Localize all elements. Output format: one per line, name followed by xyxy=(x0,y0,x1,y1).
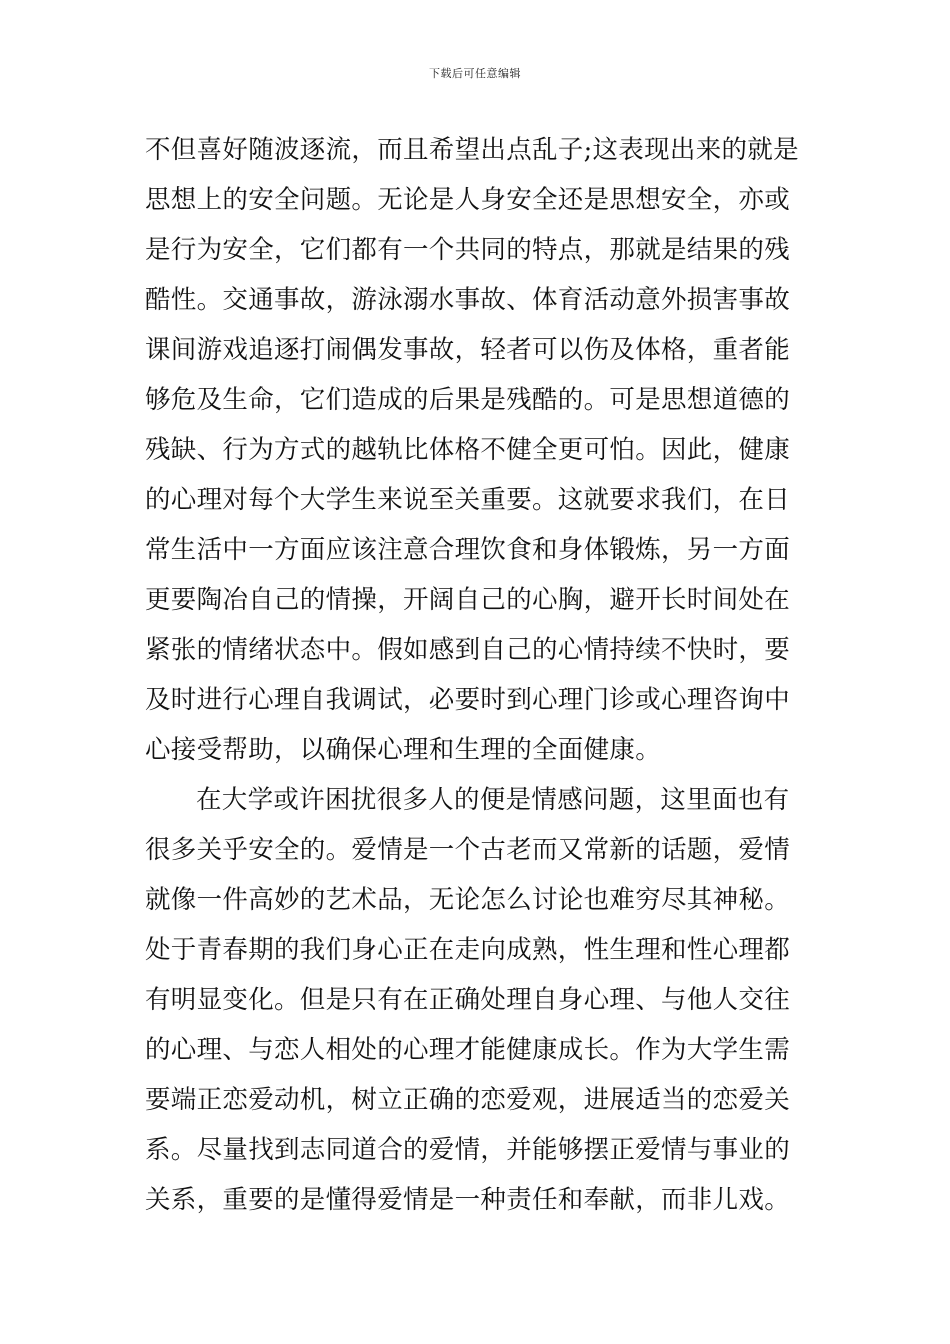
text-line-indented: 在大学或许困扰很多人的便是情感问题，这里面也有 xyxy=(196,785,790,815)
text-line: 常生活中一方面应该注意合理饮食和身体锻炼，另一方面 xyxy=(145,535,791,565)
text-line: 有明显变化。但是只有在正确处理自身心理、与他人交往 xyxy=(145,985,791,1015)
text-line: 很多关乎安全的。爱情是一个古老而又常新的话题，爱情 xyxy=(145,835,791,865)
text-line: 酷性。交通事故，游泳溺水事故、体育活动意外损害事故 xyxy=(145,285,791,315)
text-line: 系。尽量找到志同道合的爱情，并能够摆正爱情与事业的 xyxy=(145,1135,791,1165)
text-line: 心接受帮助，以确保心理和生理的全面健康。 xyxy=(145,735,662,765)
text-line: 够危及生命，它们造成的后果是残酷的。可是思想道德的 xyxy=(145,385,791,415)
text-line: 的心理对每个大学生来说至关重要。这就要求我们，在日 xyxy=(145,485,791,515)
text-line: 要端正恋爱动机，树立正确的恋爱观，进展适当的恋爱关 xyxy=(145,1085,791,1115)
text-line: 的心理、与恋人相处的心理才能健康成长。作为大学生需 xyxy=(145,1035,791,1065)
paragraph-2 xyxy=(145,775,815,1225)
text-line: 思想上的安全问题。无论是人身安全还是思想安全，亦或 xyxy=(145,185,791,215)
text-line: 处于青春期的我们身心正在走向成熟，性生理和性心理都 xyxy=(145,935,791,965)
text-line: 及时进行心理自我调试，必要时到心理门诊或心理咨询中 xyxy=(145,685,791,715)
text-line: 就像一件高妙的艺术品，无论怎么讨论也难穷尽其神秘。 xyxy=(145,885,791,915)
page-header: 下载后可任意编辑 xyxy=(429,67,521,80)
text-line: 是行为安全，它们都有一个共同的特点，那就是结果的残 xyxy=(145,235,791,265)
text-line: 课间游戏追逐打闹偶发事故，轻者可以伤及体格，重者能 xyxy=(145,335,791,365)
text-line: 关系，重要的是懂得爱情是一种责任和奉献，而非儿戏。 xyxy=(145,1185,791,1215)
document-body xyxy=(145,125,815,1225)
text-line: 不但喜好随波逐流，而且希望出点乱子;这表现出来的就是 xyxy=(145,135,799,165)
paragraph-1 xyxy=(145,125,815,775)
text-line: 残缺、行为方式的越轨比体格不健全更可怕。因此，健康 xyxy=(145,435,791,465)
text-line: 更要陶冶自己的情操，开阔自己的心胸，避开长时间处在 xyxy=(145,585,791,615)
text-line: 紧张的情绪状态中。假如感到自己的心情持续不快时，要 xyxy=(145,635,791,665)
